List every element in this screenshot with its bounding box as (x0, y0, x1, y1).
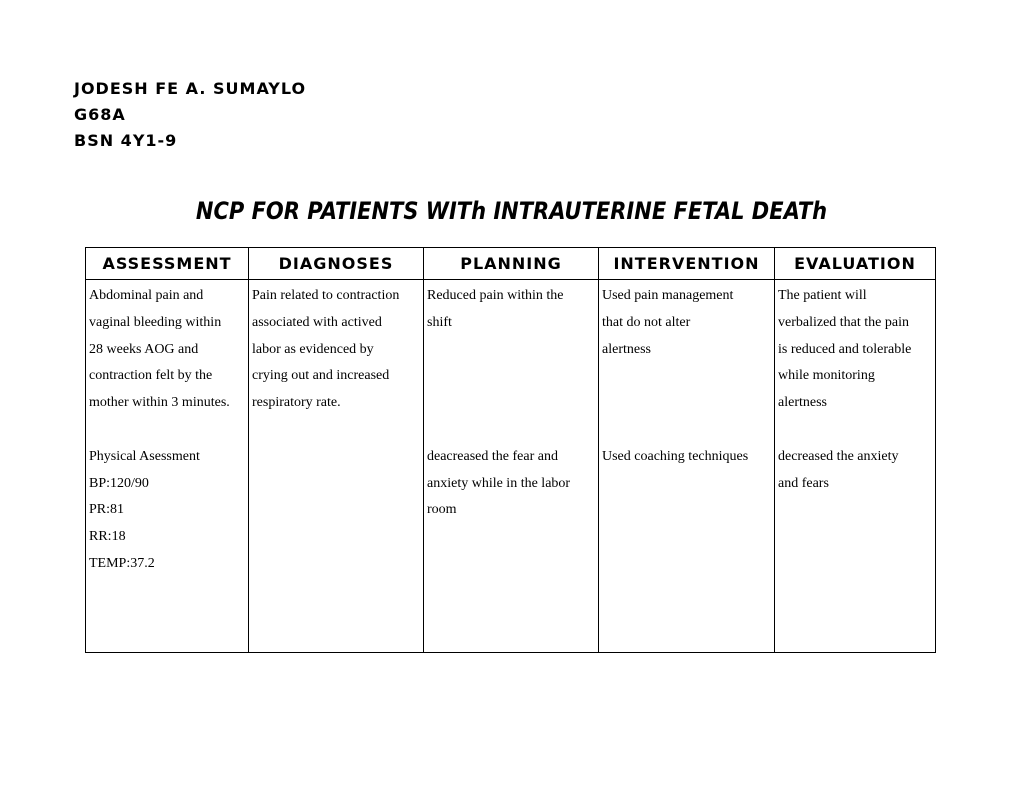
planning-text-1: Reduced pain within the shift (427, 288, 564, 330)
diagnoses-cell (249, 280, 424, 653)
document-title: NCP FOR PATIENTS WITh INTRAUTERINE FETAL DEATh (195, 197, 828, 225)
planning-text-2: deacreased the fear and anxiety while in the labor room (427, 448, 571, 518)
intervention-text-1: Used pain management that do not alter alertness (602, 288, 734, 357)
evaluation-text-1: The patient will verbalized that the pain is reduced and tolerable while monitoring alertness (778, 288, 912, 411)
author-course: BSN 4Y1-9 (74, 131, 178, 150)
planning-cell (424, 280, 599, 653)
diagnosis-text: Pain related to contraction associated with actived labor as evidenced by crying out and increased respiratory rate. (252, 288, 400, 411)
assessment-cell (86, 280, 249, 653)
author-group: G68A (74, 105, 126, 124)
evaluation-text-2: decreased the anxiety and fears (778, 448, 899, 491)
ncp-table (85, 247, 936, 653)
assessment-text: Abdominal pain and vaginal bleeding within 28 weeks AOG and contraction felt by the mother within 3 minutes. (89, 288, 230, 411)
header-diagnoses: DIAGNOSES (249, 248, 424, 280)
evaluation-cell (775, 280, 936, 653)
header-assessment: ASSESSMENT (86, 248, 249, 280)
intervention-text-2: Used coaching techniques (602, 448, 749, 464)
author-block (74, 76, 306, 154)
physical-assessment-text: Physical Asessment BP:120/90 PR:81 RR:18 TEMP:37.2 (89, 448, 200, 571)
intervention-cell (599, 280, 775, 653)
table-header-row (86, 248, 936, 280)
header-evaluation: EVALUATION (775, 248, 936, 280)
header-planning: PLANNING (424, 248, 599, 280)
header-intervention: INTERVENTION (599, 248, 775, 280)
table-row (86, 280, 936, 653)
author-name: JODESH FE A. SUMAYLO (74, 79, 307, 98)
